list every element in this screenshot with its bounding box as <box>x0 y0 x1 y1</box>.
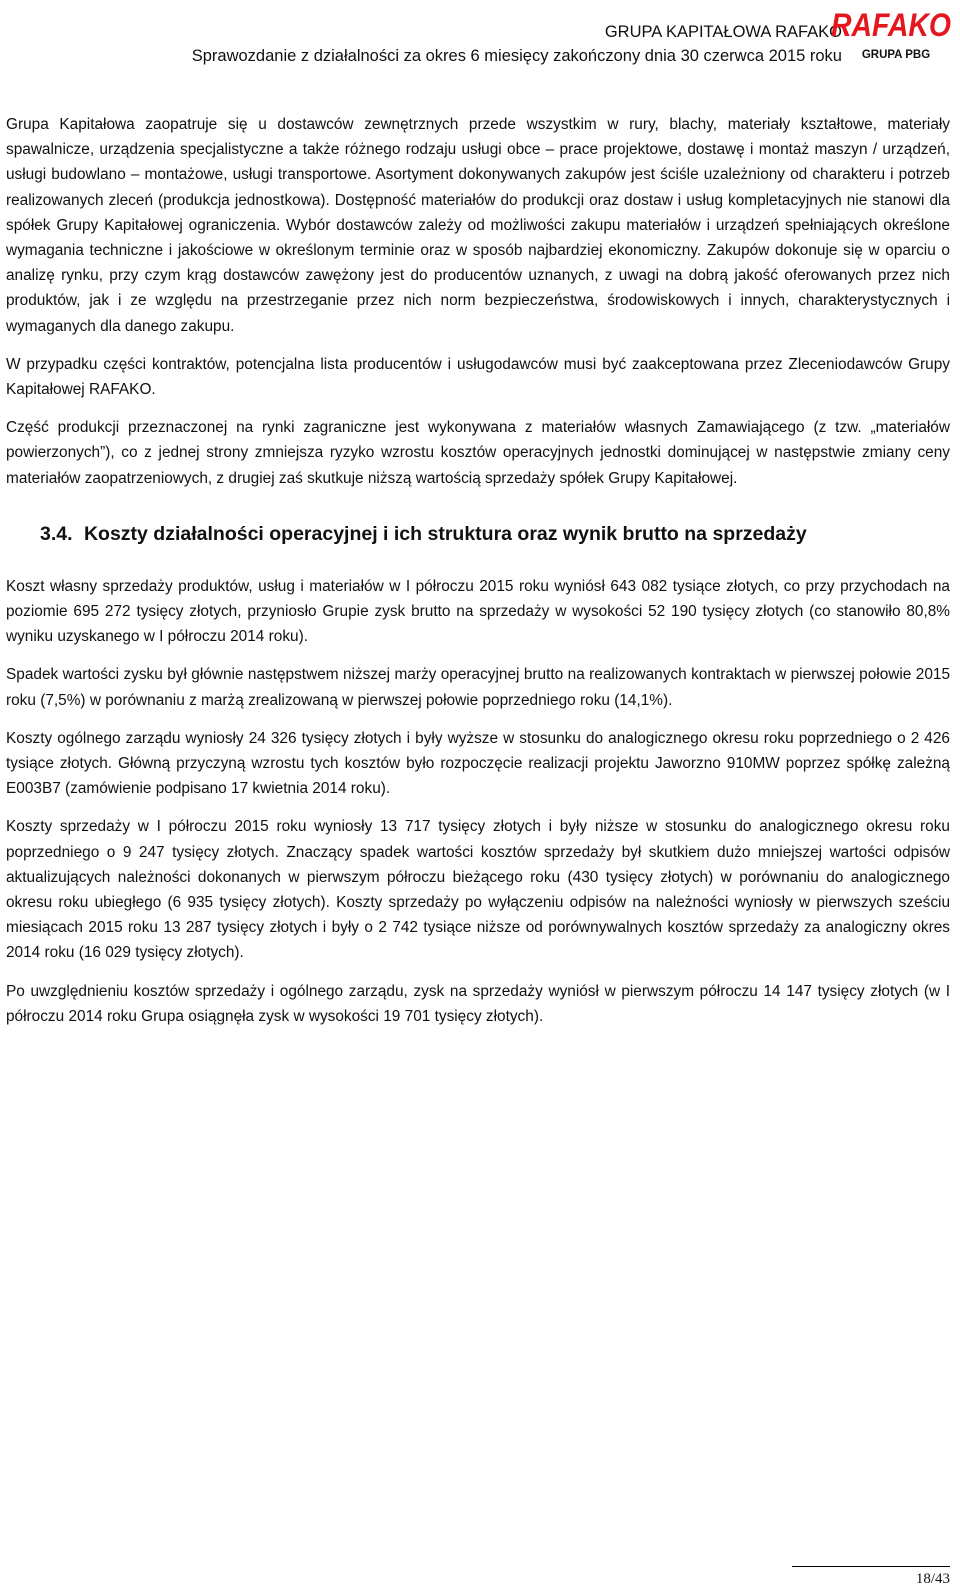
paragraph-margin-decline: Spadek wartości zysku był głównie następstwem niższej marży operacyjnej brutto na realizowanych kontraktach w pierwszej połowie 2015 roku (7,5%) w porównaniu z marżą zrealizowaną w pierwszej połowie poprzedniego roku (14,1%). <box>6 666 950 709</box>
paragraph-cost-of-sales: Koszt własny sprzedaży produktów, usług i materiałów w I półroczu 2015 roku wyniósł 643 082 tysiące złotych, co przy przychodach na poziomie 695 272 tysięcy złotych, przyniosło Grupie zysk brutto na sprzedaży w wysokości 52 190 tysięcy złotych (co stanowiło 80,8% wyniku uzyskanego w I półroczu 2014 roku). <box>6 577 950 646</box>
paragraph-contracts: W przypadku części kontraktów, potencjalna lista producentów i usługodawców musi być zaakceptowana przez Zleceniodawców Grupy Kapitałowej RAFAKO. <box>6 355 950 399</box>
logo-main-text: RAFAKO <box>831 7 952 43</box>
header-title: GRUPA KAPITAŁOWA RAFAKO <box>604 23 842 41</box>
section-number: 3.4. <box>40 522 73 545</box>
header-text <box>192 20 842 68</box>
paragraph-selling-costs: Koszty sprzedaży w I półroczu 2015 roku wyniosły 13 717 tysięcy złotych i były niższe w stosunku do analogicznego okresu roku poprzedniego o 9 247 tysięcy złotych. Znaczący spadek wartości kosztów sprzedaży był skutkiem dużo mniejszej wartości odpisów aktualizujących należności dokonanych w pierwszym półroczu bieżącego roku (430 tysięcy złotych) w porównaniu do analogicznego okresu roku ubiegłego (6 935 tysięcy złotych). Koszty sprzedaży po wyłączeniu odpisów na należności wyniosły w pierwszych sześciu miesiącach 2015 roku 13 287 tysięcy złotych i były o 2 742 tysiące niższe od porównywalnych kosztów sprzedaży za analogiczny okres 2014 roku (16 029 tysięcy złotych). <box>6 818 950 962</box>
header-subtitle: Sprawozdanie z działalności za okres 6 miesięcy zakończony dnia 30 czerwca 2015 roku <box>191 47 842 65</box>
page-header <box>0 0 960 80</box>
section-heading <box>6 520 950 548</box>
logo-sub-text: GRUPA PBG <box>861 49 931 61</box>
document-body <box>6 112 950 1042</box>
section-title: Koszty działalności operacyjnej i ich struktura oraz wynik brutto na sprzedaży <box>83 522 807 545</box>
paragraph-suppliers: Grupa Kapitałowa zaopatruje się u dostawców zewnętrznych przede wszystkim w rury, blachy, materiały kształtowe, materiały spawalnicze, urządzenia specjalistyczne a także różnego rodzaju usługi obce – prace projektowe, dostawę i montaż maszyn / urządzeń, usługi budowlano – montażowe, usługi transportowe. Asortyment dokonywanych zakupów jest ściśle uzależniony od charakteru i potrzeb realizowanych zleceń (produkcja jednostkowa). Dostępność materiałów do produkcji oraz dostaw i usług kompletacyjnych nie stanowi dla spółek Grupy Kapitałowej ograniczenia. Wybór dostawców zależy od możliwości zakupu materiałów i urządzeń spełniających określone wymagania techniczne i jakościowe w określonym terminie oraz w sposób najbardziej ekonomiczny. Zakupów dokonuje się w oparciu o analizę rynku, przy czym krąg dostawców zawężony jest do producentów uznanych, z uwagi na dobrą jakość oferowanych przez nich produktów, jak i ze względu na przestrzeganie przez nich norm bezpieczeństwa, środowiskowych i innych, charakterystycznych i wymaganych dla danego zakupu. <box>6 116 950 335</box>
paragraph-sales-profit: Po uwzględnieniu kosztów sprzedaży i ogólnego zarządu, zysk na sprzedaży wyniósł w pierwszym półroczu 14 147 tysięcy złotych (w I półroczu 2014 roku Grupa osiągnęła zysk w wysokości 19 701 tysięcy złotych). <box>6 982 950 1025</box>
footer-divider <box>792 1566 950 1567</box>
rafako-logo <box>828 6 954 62</box>
page-number: 18/43 <box>915 1571 950 1587</box>
paragraph-general-admin-costs: Koszty ogólnego zarządu wyniosły 24 326 tysięcy złotych i były wyższe w stosunku do analogicznego okresu roku poprzedniego o 2 426 tysiące złotych. Główną przyczyną wzrostu tych kosztów było rozpoczęcie realizacji projektu Jaworzno 910MW poprzez spółkę zależną E003B7 (zamówienie podpisano 17 kwietnia 2014 roku). <box>6 729 950 798</box>
paragraph-foreign-production: Część produkcji przeznaczonej na rynki zagraniczne jest wykonywana z materiałów własnych Zamawiającego (z tzw. „materiałów powierzonych”), co z jednej strony zmniejsza ryzyko wzrostu kosztów operacyjnych jednostki dominującej w następstwie zmiany ceny materiałów zaopatrzeniowych, z drugiej zaś skutkuje niższą wartością sprzedaży spółek Grupy Kapitałowej. <box>6 419 950 487</box>
